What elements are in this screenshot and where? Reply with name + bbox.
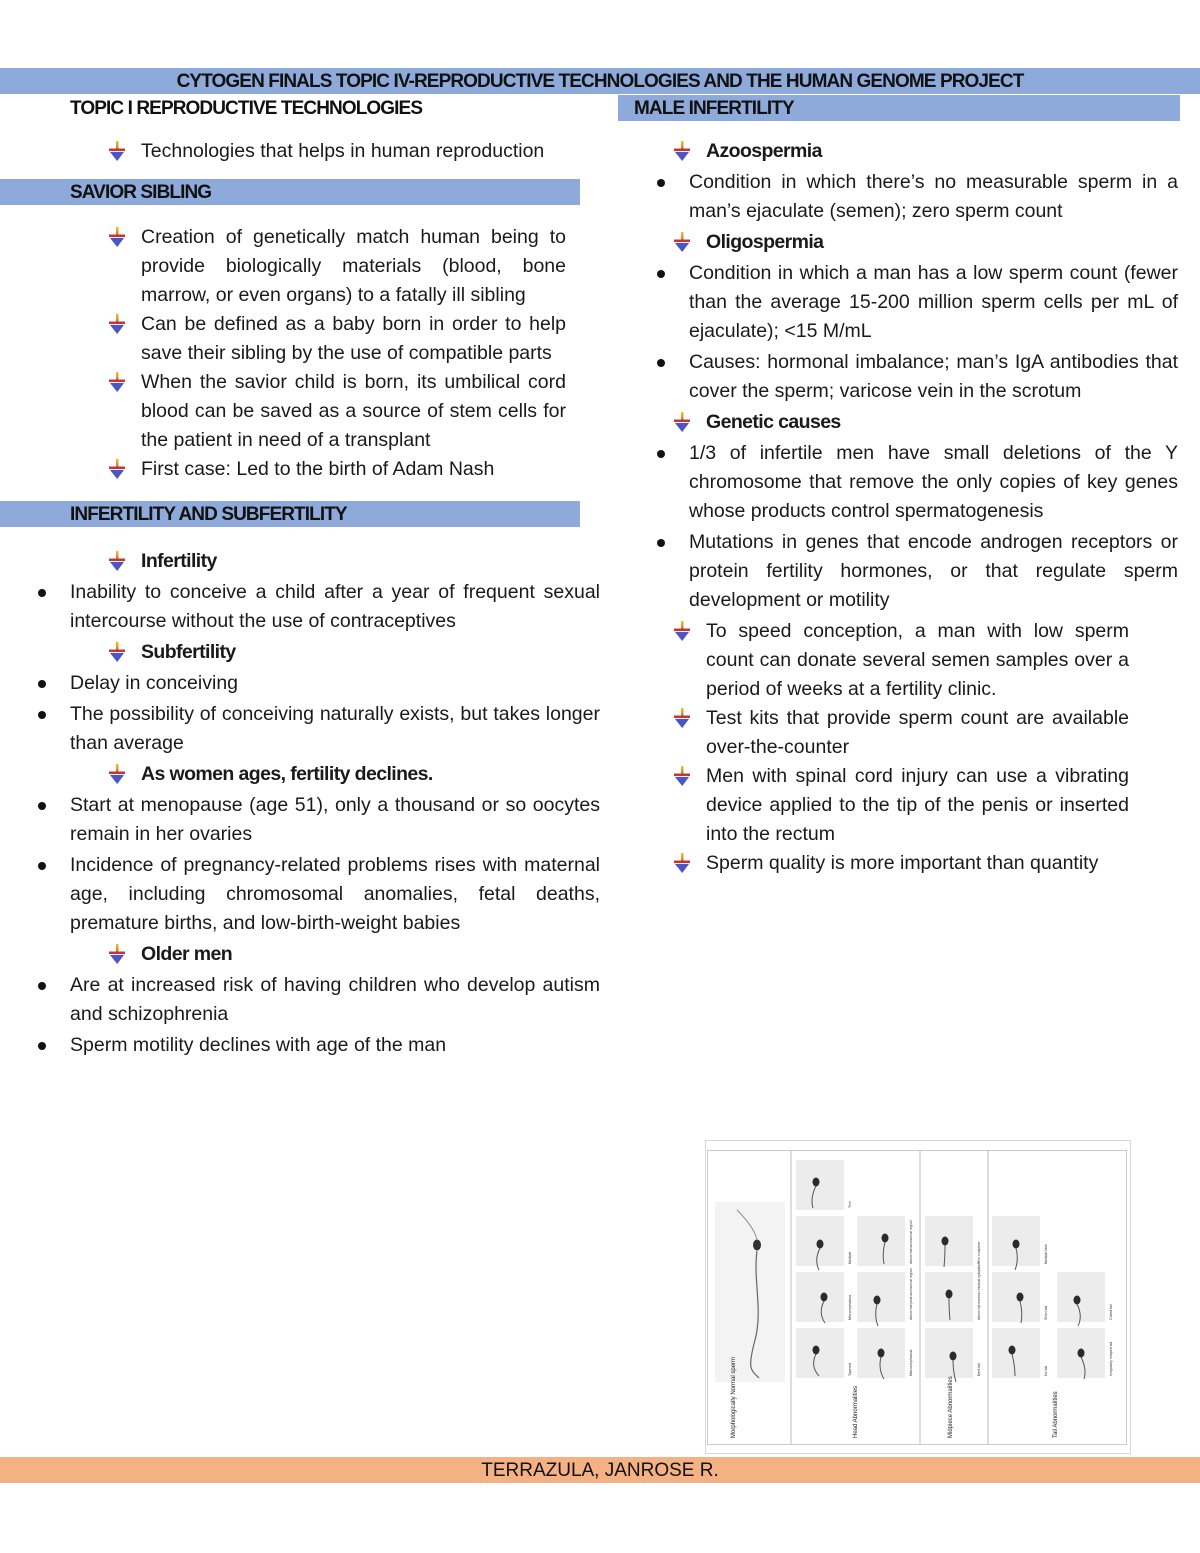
list-item-text: Sperm quality is more important than quantity <box>706 852 1099 874</box>
male-infertility-heading: MALE INFERTILITY <box>618 95 1180 121</box>
sub-list-item <box>70 1031 600 1060</box>
list-item-text: Test kits that provide sperm count are available over-the-counter <box>706 707 1129 758</box>
sub-list-item-text: Sperm motility declines with age of the man <box>70 1034 447 1056</box>
left-column <box>0 95 600 1062</box>
infertility-heading: INFERTILITY AND SUBFERTILITY <box>0 501 580 527</box>
sperm-thumbnail <box>1057 1272 1113 1326</box>
sub-list-item-text: Incidence of pregnancy-related problems rises with maternal age, including chromosomal anomalies, fetal deaths, premature births, and low-birth-weight babies <box>70 854 600 934</box>
bullet-arrow-icon <box>107 226 127 248</box>
sperm-thumbnail <box>796 1272 852 1323</box>
sub-list-item <box>689 168 1178 226</box>
bullet-arrow-icon <box>107 763 127 785</box>
bullet-arrow-icon <box>107 140 127 162</box>
right-column <box>618 95 1178 878</box>
list-item-text: Infertility <box>141 550 217 572</box>
sub-list-item <box>70 791 600 849</box>
sub-list <box>689 439 1178 615</box>
list-item <box>141 223 566 310</box>
topic-list <box>0 137 600 166</box>
sub-list-item-text: Causes: hormonal imbalance; man’s IgA antibodies that cover the sperm; varicose vein in the scrotum <box>689 351 1178 402</box>
thumbnail-caption: Coiled tail <box>1109 1304 1113 1320</box>
list-item <box>141 310 566 368</box>
bullet-arrow-icon <box>672 852 692 874</box>
sub-list-item-text: Are at increased risk of having children who develop autism and schizophrenia <box>70 974 600 1025</box>
sub-list-item <box>689 348 1178 406</box>
sub-list <box>689 259 1178 406</box>
figure-group-label: Morphologically Normal sperm <box>731 1356 737 1438</box>
list-item-text: Oligospermia <box>706 231 824 253</box>
sperm-thumbnail <box>796 1328 852 1378</box>
savior-sibling-heading: SAVIOR SIBLING <box>0 179 580 205</box>
list-item <box>141 638 566 667</box>
list-item-text: As women ages, fertility declines. <box>141 763 433 785</box>
thumbnail-caption: Multiple <box>848 1251 852 1264</box>
bullet-dot-icon <box>657 450 665 458</box>
sperm-thumbnail <box>857 1328 913 1379</box>
bullet-arrow-icon <box>107 313 127 335</box>
bullet-arrow-icon <box>672 765 692 787</box>
sperm-thumbnail <box>992 1216 1048 1270</box>
sub-list <box>70 669 600 758</box>
sperm-thumbnail <box>925 1216 981 1267</box>
list-item-text: When the savior child is born, its umbilical cord blood can be saved as a source of stem cells for the patient in need of a transplant <box>141 371 566 451</box>
list-item <box>141 368 566 455</box>
list-item <box>141 940 566 969</box>
thumbnail-caption: Abnormal acrosomal region <box>909 1220 913 1264</box>
bullet-arrow-icon <box>107 641 127 663</box>
bullet-dot-icon <box>38 802 46 810</box>
list-item-text: To speed conception, a man with low sperm count can donate several semen samples over a period of weeks at a fertility clinic. <box>706 620 1129 700</box>
thumbnail-caption: Bent tail <box>977 1363 981 1376</box>
bullet-arrow-icon <box>107 550 127 572</box>
bullet-arrow-icon <box>107 943 127 965</box>
figure-group-label: Midpiece Abnormalities <box>948 1376 954 1438</box>
sub-list-item-text: The possibility of conceiving naturally exists, but takes longer than average <box>70 703 600 754</box>
list-item <box>141 455 566 484</box>
sub-list-item <box>70 971 600 1029</box>
bullet-dot-icon <box>38 982 46 990</box>
bullet-arrow-icon <box>672 620 692 642</box>
sub-list-item-text: Condition in which there’s no measurable sperm in a man’s ejaculate (semen); zero sperm count <box>689 171 1178 222</box>
thumbnail-caption: Abnormal excess residual cytoplasm <box>977 1261 981 1320</box>
thumbnail-caption: Microcephalous <box>848 1294 852 1320</box>
list-item <box>706 617 1129 704</box>
figure-group-label: Tail Abnormalities <box>1053 1391 1059 1438</box>
list-item-text: Can be defined as a baby born in order to help save their sibling by the use of compatible parts <box>141 313 566 364</box>
list-item <box>706 849 1129 878</box>
sub-list-item <box>70 578 600 636</box>
sub-list <box>70 578 600 636</box>
list-item-text: First case: Led to the birth of Adam Nash <box>141 458 495 480</box>
thumbnail-caption: Thin midpiece <box>977 1241 981 1264</box>
sperm-thumbnail <box>992 1272 1048 1323</box>
bullet-dot-icon <box>38 680 46 688</box>
bullet-arrow-icon <box>672 411 692 433</box>
thumbnail-caption: Short tail <box>1044 1305 1048 1320</box>
list-item-text: Subfertility <box>141 641 236 663</box>
thumbnail-caption: Abnormal post-acrosomal region <box>909 1268 913 1320</box>
list-item <box>706 228 1129 257</box>
list-item <box>706 704 1129 762</box>
list-item <box>141 547 566 576</box>
list-item-text: Azoospermia <box>706 140 822 162</box>
sperm-thumbnail <box>796 1216 852 1270</box>
footer-author: TERRAZULA, JANROSE R. <box>0 1457 1200 1483</box>
list-item <box>706 408 1129 437</box>
list-item <box>141 760 566 789</box>
infertility-list <box>0 547 600 1060</box>
sub-list <box>70 971 600 1060</box>
list-item-text: Genetic causes <box>706 411 841 433</box>
sperm-thumbnail <box>857 1216 913 1266</box>
sub-list-item <box>689 528 1178 615</box>
bullet-arrow-icon <box>672 231 692 253</box>
thumbnail-caption: Tapered <box>848 1363 852 1376</box>
normal-sperm-image <box>715 1202 785 1382</box>
sub-list-item-text: Start at menopause (age 51), only a thousand or so oocytes remain in her ovaries <box>70 794 600 845</box>
figure-group-label: Head Abnormalities <box>853 1385 859 1438</box>
bullet-arrow-icon <box>672 140 692 162</box>
sub-list <box>70 791 600 938</box>
sub-list-item-text: Delay in conceiving <box>70 672 239 694</box>
bullet-dot-icon <box>657 179 665 187</box>
bullet-dot-icon <box>657 359 665 367</box>
savior-sibling-list <box>0 223 600 484</box>
list-item <box>141 137 566 166</box>
sperm-thumbnail <box>1057 1328 1113 1379</box>
thumbnail-caption: Thin <box>848 1201 852 1208</box>
sub-list-item <box>689 439 1178 526</box>
list-item-text: Men with spinal cord injury can use a vibrating device applied to the tip of the penis or inserted into the rectum <box>706 765 1129 845</box>
male-infertility-list <box>618 137 1178 878</box>
sub-list-item-text: 1/3 of infertile men have small deletions of the Y chromosome that remove the only copies of key genes whose products control spermatogenesis <box>689 442 1178 522</box>
bullet-dot-icon <box>38 862 46 870</box>
sub-list-item <box>70 851 600 938</box>
thumbnail-caption: No tail <box>1044 1365 1048 1376</box>
topic-heading: TOPIC I REPRODUCTIVE TECHNOLOGIES <box>70 98 423 119</box>
bullet-dot-icon <box>38 711 46 719</box>
sub-list-item-text: Mutations in genes that encode androgen receptors or protein fertility hormones, or that regulate sperm development or motility <box>689 531 1178 611</box>
thumbnail-caption: Multiple tails <box>1044 1244 1048 1264</box>
page-title: CYTOGEN FINALS TOPIC IV-REPRODUCTIVE TECHNOLOGIES AND THE HUMAN GENOME PROJECT <box>0 68 1200 94</box>
sub-list <box>689 168 1178 226</box>
sub-list-item <box>689 259 1178 346</box>
sperm-thumbnail <box>796 1160 852 1210</box>
sub-list-item <box>70 669 600 698</box>
bullet-arrow-icon <box>107 371 127 393</box>
list-item <box>706 137 1129 166</box>
thumbnail-caption: Macrocephalous <box>909 1349 913 1376</box>
sub-list-item <box>70 700 600 758</box>
list-item-text: Technologies that helps in human reproduction <box>141 140 545 162</box>
sub-list-item-text: Inability to conceive a child after a year of frequent sexual intercourse without the use of contraceptives <box>70 581 600 632</box>
bullet-arrow-icon <box>107 458 127 480</box>
list-item-text: Creation of genetically match human being to provide biologically materials (blood, bone marrow, or even organs) to a fatally ill sibling <box>141 226 566 306</box>
bullet-dot-icon <box>657 539 665 547</box>
bullet-dot-icon <box>38 589 46 597</box>
bullet-dot-icon <box>657 270 665 278</box>
bullet-arrow-icon <box>672 707 692 729</box>
sperm-morphology-figure <box>707 1150 1127 1445</box>
sperm-thumbnail <box>992 1328 1048 1378</box>
list-item <box>706 762 1129 849</box>
bullet-dot-icon <box>38 1042 46 1050</box>
thumbnail-caption: Irregularly shaped tail <box>1109 1341 1113 1376</box>
sub-list-item-text: Condition in which a man has a low sperm count (fewer than the average 15-200 million sperm cells per mL of ejaculate); <15 M/mL <box>689 262 1178 342</box>
list-item-text: Older men <box>141 943 233 965</box>
sperm-thumbnail <box>857 1268 913 1326</box>
sperm-thumbnail <box>925 1328 981 1382</box>
